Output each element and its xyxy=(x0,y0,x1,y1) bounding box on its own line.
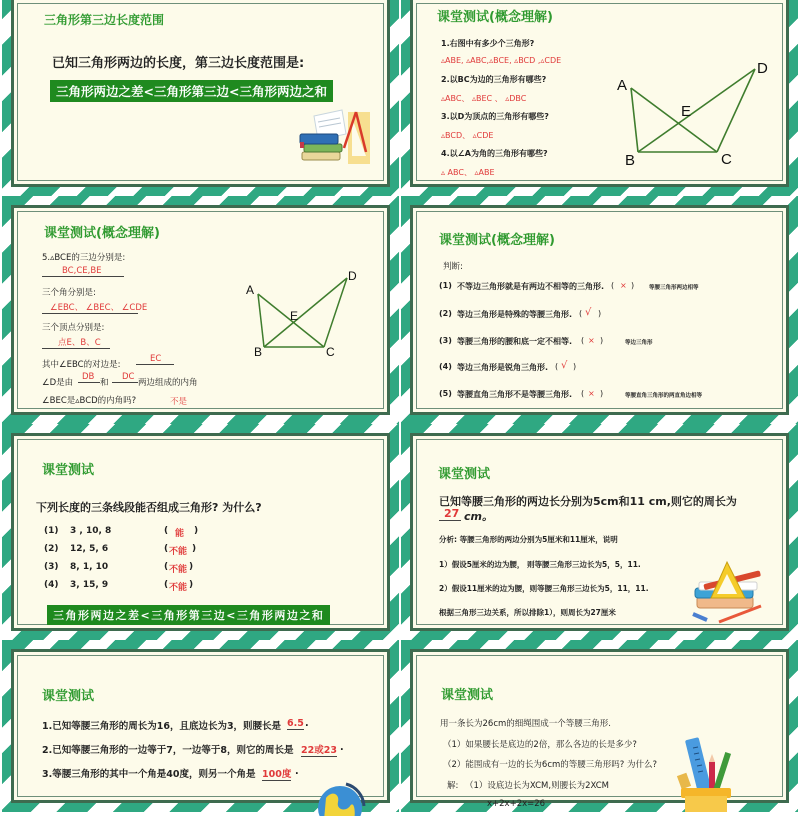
slide-title: 课堂测试 xyxy=(42,463,95,478)
svg-text:B: B xyxy=(254,345,263,359)
slide-3[interactable] xyxy=(2,196,399,424)
label-c: C xyxy=(721,151,732,168)
answer: 不能 xyxy=(169,547,188,557)
slide-6[interactable] xyxy=(401,424,798,640)
question-3: 3.以D为顶点的三角形有哪些? xyxy=(441,112,549,121)
slide-7[interactable] xyxy=(2,640,399,812)
equation: x+2x+2x=26 xyxy=(487,799,546,809)
label-a: A xyxy=(617,77,628,94)
mark: × xyxy=(588,389,595,398)
analysis-line-3: 2）假设11厘米的边为腰，则等腰三角形三边长为5，11，11. xyxy=(439,584,649,593)
triangle-diagram xyxy=(613,60,773,170)
triangle-diagram xyxy=(240,270,360,360)
answer-1: ▵ABE, ▵ABC,▵BCE, ▵BCD ,▵CDE xyxy=(441,56,562,65)
slide-5-content: 课堂测试 下列长度的三条线段能否组成三角形? 为什么? (1) 3 , 10, 8 ( 能 ) (2) 12, 5, 6 ( 不能 ) (3) 8, 1, 10 ( 不能 ) (4) 3, 15, 9 ( 不能 ) 三角形两边之差<三角形第三边<三角形两边之和 xyxy=(11,433,390,631)
slide-4-content: 课堂测试(概念理解) 判断: (1) 不等边三角形就是有两边不相等的三角形. ( × ) 等腰三角形两边相等 (2) 等边三角形是特殊的等腰三角形. ( √ ) (3) 等腰三角形的腰和底一定不相等. ( × ) 等边三角形 (4) 等边三角形是锐角三角形. ( √ ) (5) 等腰直角三角形不是等腰三角形. ( × ) 等腰直角三角形的两直角边相等 xyxy=(410,205,789,415)
answer-4: ▵ ABC、 ▵ABE xyxy=(441,168,495,177)
statement: 已知三角形两边的长度，第三边长度范围是: xyxy=(52,56,305,71)
slide-8[interactable] xyxy=(401,640,798,812)
note: 等边三角形 xyxy=(625,340,653,346)
line-1-question: 5.▵BCE的三边分别是: xyxy=(42,253,126,263)
answer-unit: cm。 xyxy=(464,510,493,523)
answer: 不能 xyxy=(169,565,188,575)
question-1: 1.右图中有多少个三角形? xyxy=(441,39,535,48)
analysis-line-1: 分析: 等腰三角形的两边分别为5厘米和11厘米，说明 xyxy=(439,535,618,544)
mark: √ xyxy=(561,360,568,371)
svg-text:A: A xyxy=(246,283,255,297)
line-1-answer: BC,CE,BE xyxy=(42,266,124,277)
line-2-question: 三个角分别是: xyxy=(42,288,96,298)
slide-title: 课堂测试 xyxy=(438,467,491,482)
solution-label: 解: xyxy=(447,781,459,791)
angle-d-prefix: ∠D是由 xyxy=(42,378,74,388)
interior-answer: 不是 xyxy=(170,397,188,407)
note: 等腰直角三角形的两直角边相等 xyxy=(625,393,703,399)
mark: √ xyxy=(585,307,592,318)
mark: × xyxy=(620,281,627,290)
slide-4[interactable] xyxy=(401,196,798,424)
slide-title: 三角形第三边长度范围 xyxy=(44,13,165,27)
slide-5[interactable] xyxy=(2,424,399,640)
solution-line: （1）设底边长为XCM,则腰长为2XCM xyxy=(465,781,609,791)
sub-question-1: （1）如果腰长是底边的2倍，那么各边的长是多少? xyxy=(443,740,637,750)
prompt: 判断: xyxy=(443,262,463,272)
note: 等腰三角形两边相等 xyxy=(649,285,699,291)
rule-bar: 三角形两边之差<三角形第三边<三角形两边之和 xyxy=(47,605,330,625)
sub-question-2: （2）能围成有一边的长为6cm的等腰三角形吗? 为什么? xyxy=(443,760,657,770)
answer: 100度 xyxy=(262,766,291,781)
answer-2: ▵ABC、 ▵BEC 、 ▵DBC xyxy=(441,94,527,103)
answer: 能 xyxy=(175,529,185,539)
slide-title: 课堂测试 xyxy=(42,689,95,704)
angle-d-answer-2: DC xyxy=(112,372,138,383)
slide-1-content xyxy=(11,0,390,187)
opposite-side-question: 其中∠EBC的对边是: xyxy=(42,360,121,370)
analysis-line-4: 根据三角形三边关系，所以排除1），则周长为27厘米 xyxy=(439,608,616,617)
analysis-line-2: 1）假设5厘米的边为腰， 则等腰三角形三边长为5，5，11. xyxy=(439,560,641,569)
slide-title: 课堂测试(概念理解) xyxy=(439,233,555,248)
problem-statement: 用一条长为26cm的细绳围成一个等腰三角形. xyxy=(440,719,611,729)
answer: 22或23 xyxy=(301,742,337,757)
mark: × xyxy=(588,336,595,345)
svg-text:E: E xyxy=(290,309,299,323)
question: 已知等腰三角形的两边长分别为5cm和11 cm,则它的周长为 xyxy=(439,495,737,508)
slide-2[interactable] xyxy=(401,0,798,196)
answer: 不能 xyxy=(169,583,188,593)
question: 下列长度的三条线段能否组成三角形? 为什么? xyxy=(36,501,262,514)
slide-7-content: 课堂测试 1.已知等腰三角形的周长为16，且底边长为3，则腰长是 6.5 . 2.已知等腰三角形的一边等于7，一边等于8，则它的周长是 22或23 . 3.等腰三角形的其中一个角是40度，则另一个角是 100度 . xyxy=(11,649,390,803)
slide-3-content xyxy=(11,205,390,415)
slide-2-content xyxy=(410,0,789,187)
opposite-side-answer: EC xyxy=(136,354,174,365)
line-3-answer: 点E、B、C xyxy=(42,336,110,349)
angle-d-answer-1: DB xyxy=(78,372,100,383)
pencil-cup-icon xyxy=(671,732,741,812)
angle-d-suffix: 两边组成的内角 xyxy=(138,378,198,388)
slide-1[interactable] xyxy=(2,0,399,196)
slide-title: 课堂测试(概念理解) xyxy=(437,10,553,25)
svg-text:D: D xyxy=(348,269,357,283)
interior-question: ∠BEC是▵BCD的内角吗? xyxy=(42,396,137,406)
label-b: B xyxy=(625,152,636,169)
answer-3: ▵BCD、 ▵CDE xyxy=(441,131,494,140)
label-e: E xyxy=(681,103,692,120)
line-2-answer: ∠EBC、 ∠BEC、 ∠CDE xyxy=(42,301,138,314)
question-4: 4.以∠A为角的三角形有哪些? xyxy=(441,149,548,158)
slide-title: 课堂测试 xyxy=(441,688,494,703)
slide-6-content xyxy=(410,433,789,631)
angle-d-mid: 和 xyxy=(100,378,109,388)
line-3-question: 三个顶点分别是: xyxy=(42,323,105,333)
question-2: 2.以BC为边的三角形有哪些? xyxy=(441,75,547,84)
answer: 6.5 xyxy=(287,718,304,729)
slide-8-content xyxy=(410,649,789,809)
answer-blank: 27 xyxy=(439,507,461,521)
books-compass-ruler-icon xyxy=(294,108,374,168)
svg-text:C: C xyxy=(326,345,335,359)
slide-title: 课堂测试(概念理解) xyxy=(44,226,160,241)
books-triangle-ruler-icon xyxy=(689,558,769,628)
label-d: D xyxy=(757,60,768,77)
rule-bar: 三角形两边之差<三角形第三边<三角形两边之和 xyxy=(50,80,333,102)
globe-icon xyxy=(310,776,370,816)
